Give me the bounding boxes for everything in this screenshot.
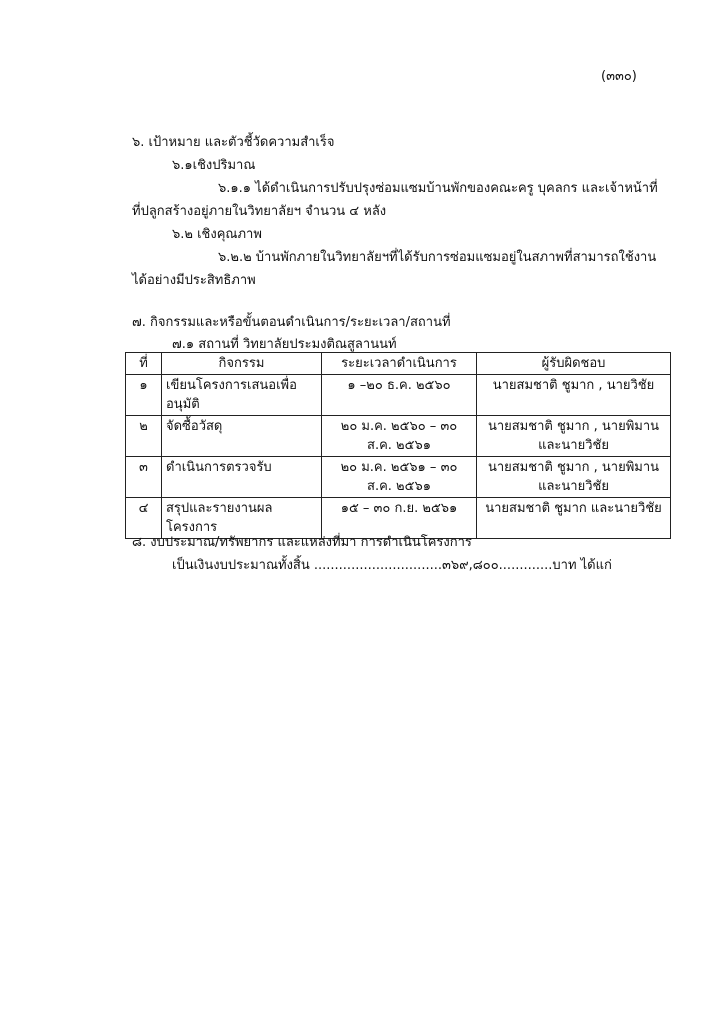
row-activity: จัดซื้อวัสดุ — [162, 416, 322, 457]
table-row — [126, 416, 671, 457]
row-no: ๑ — [126, 375, 162, 416]
row-period — [322, 498, 477, 539]
responsible-line: และนายวิชัย — [538, 438, 609, 453]
row-no: ๔ — [126, 498, 162, 539]
budget-line: เป็นเงินงบประมาณทั้งสิ้น ...............................๓๖๙,๘๐๐.............บาท ได้แก่ — [172, 558, 612, 573]
responsible-line: นายสมชาติ ชูมาก และนายวิชัย — [485, 501, 662, 516]
row-period — [322, 375, 477, 416]
row-no: ๓ — [126, 457, 162, 498]
row-responsible — [477, 375, 671, 416]
row-responsible — [477, 457, 671, 498]
header-period: ระยะเวลาดำเนินการ — [322, 353, 477, 375]
quality-heading: ๖.๒ เชิงคุณภาพ — [172, 227, 262, 242]
quality-item-line-2: ได้อย่างมีประสิทธิภาพ — [132, 273, 256, 288]
period-line: ๒๐ ม.ค. ๒๕๖๑ – ๓๐ — [340, 460, 458, 475]
row-no: ๒ — [126, 416, 162, 457]
period-line: ๑๕ – ๓๐ ก.ย. ๒๕๖๑ — [340, 501, 458, 516]
section-8-heading: ๘. งบประมาณ/ทรัพยากร และแหล่งที่มา การดำเนินโครงการ — [132, 535, 472, 550]
section-6-heading: ๖. เป้าหมาย และตัวชี้วัดความสำเร็จ — [132, 135, 335, 150]
activity-schedule-table — [125, 352, 671, 539]
quantity-heading: ๖.๑เชิงปริมาณ — [172, 158, 256, 173]
page-number: (๓๓๐) — [601, 69, 637, 84]
period-line: ๒๐ ม.ค. ๒๕๖๐ – ๓๐ — [340, 419, 458, 434]
row-responsible — [477, 498, 671, 539]
responsible-line: และนายวิชัย — [538, 479, 609, 494]
row-period — [322, 416, 477, 457]
row-activity: สรุปและรายงานผลโครงการ — [162, 498, 322, 539]
header-no: ที่ — [126, 353, 162, 375]
responsible-line: นายสมชาติ ชูมาก , นายพิมาน — [487, 419, 660, 434]
period-line: ส.ค. ๒๕๖๑ — [367, 479, 431, 494]
period-line: ส.ค. ๒๕๖๑ — [367, 438, 431, 453]
period-line: ๑ –๒๐ ธ.ค. ๒๕๖๐ — [347, 378, 451, 393]
section-7-heading: ๗. กิจกรรมและหรือขั้นตอนดำเนินการ/ระยะเวลา/สถานที่ — [132, 315, 451, 330]
quantity-item-line-1: ๖.๑.๑ ได้ดำเนินการปรับปรุงซ่อมแซมบ้านพักของคณะครู บุคลกร และเจ้าหน้าที่ — [218, 181, 658, 196]
table-row — [126, 375, 671, 416]
header-responsible: ผู้รับผิดชอบ — [477, 353, 671, 375]
table-row — [126, 457, 671, 498]
row-period — [322, 457, 477, 498]
table-header-row — [126, 353, 671, 375]
location-line: ๗.๑ สถานที่ วิทยาลัยประมงติณสูลานนท์ — [172, 337, 397, 352]
row-responsible — [477, 416, 671, 457]
quantity-item-line-2: ที่ปลูกสร้างอยู่ภายในวิทยาลัยฯ จำนวน ๔ หลัง — [132, 204, 387, 219]
header-activity: กิจกรรม — [162, 353, 322, 375]
responsible-line: นายสมชาติ ชูมาก , นายพิมาน — [487, 460, 660, 475]
table-row — [126, 498, 671, 539]
responsible-line: นายสมชาติ ชูมาก , นายวิชัย — [492, 378, 655, 393]
quality-item-line-1: ๖.๒.๒ บ้านพักภายในวิทยาลัยฯที่ได้รับการซ่อมแซมอยู่ในสภาพที่สามารถใช้งาน — [218, 250, 657, 265]
row-activity: ดำเนินการตรวจรับ — [162, 457, 322, 498]
row-activity: เขียนโครงการเสนอเพื่ออนุมัติ — [162, 375, 322, 416]
